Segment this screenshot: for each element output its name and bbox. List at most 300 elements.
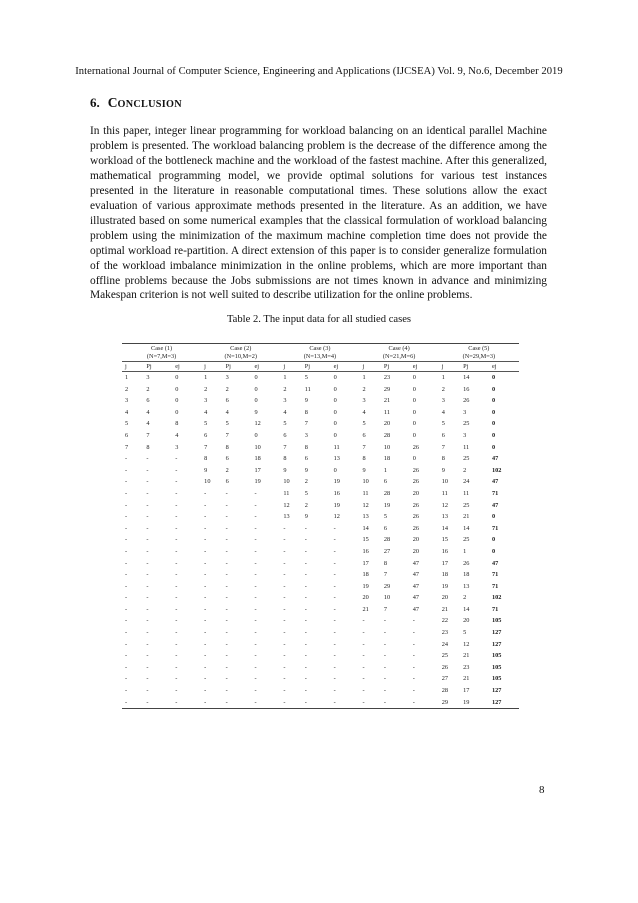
table-row [122,418,519,430]
column-header: Pj [225,363,231,370]
table-cell: 21 [362,605,369,613]
table-cell: - [412,652,415,660]
section-heading [90,95,182,111]
table-cell: - [283,687,286,695]
table-cell: 14 [463,524,470,532]
table-cell: - [412,698,415,706]
table-cell: 20 [362,594,369,602]
table-cell: - [125,513,128,521]
table-row [122,569,519,581]
table-cell: 71 [491,524,499,532]
column-header-row [122,362,519,372]
table-cell: - [204,640,207,648]
table-cell: 5 [125,420,129,428]
table-cell: - [175,466,178,474]
table-cell: 3 [441,397,445,405]
table-cell: - [175,663,178,671]
table-cell: 1 [283,374,287,381]
table-cell: 3 [304,431,308,439]
table-cell: - [146,489,149,497]
table-row [122,465,519,477]
table-cell: - [412,617,415,625]
table-cell: 6 [304,455,308,463]
table-cell: 17 [441,559,448,567]
table-cell: 6 [225,397,229,405]
table-row [122,500,519,512]
table-cell: 0 [175,397,179,405]
table-cell: 5 [441,420,445,428]
table-cell: 105 [491,652,502,660]
table-cell: 0 [254,385,258,393]
table-cell: 23 [383,374,391,381]
table-cell: - [175,455,178,463]
table-cell: 20 [412,547,420,555]
table-cell: 28 [383,536,391,544]
table-cell: 4 [362,408,366,416]
table-row [122,662,519,674]
table-row [122,442,519,454]
table-cell: 14 [463,374,470,381]
table-cell: - [204,559,207,567]
table-cell: 1 [383,466,388,474]
table-cell: - [333,698,336,706]
table-cell: 13 [362,513,369,521]
table-cell: - [125,605,128,613]
table-cell: - [333,652,336,660]
table-cell: 12 [463,640,470,648]
table-cell: - [125,489,128,497]
table-cell: 7 [441,443,445,451]
table-cell: - [225,571,228,579]
table-cell: - [254,698,257,706]
table-cell: 13 [441,513,448,521]
table-cell: 4 [175,431,179,439]
table-cell: - [175,617,178,625]
table-cell: 8 [225,443,229,451]
table-cell: - [225,582,228,590]
table-cell: 7 [383,571,388,579]
table-cell: 4 [204,408,208,416]
table-cell: - [383,687,387,695]
table-cell: - [283,594,286,602]
column-header: j [204,363,206,370]
table-cell: - [146,652,149,660]
table-cell: - [254,559,257,567]
table-cell: 14 [441,524,448,532]
table-cell: 9 [362,466,366,474]
table-cell: - [254,617,257,625]
table-cell: 12 [441,501,448,509]
table-cell: 16 [441,547,448,555]
table-cell: - [333,687,336,695]
table-row [122,534,519,546]
table-cell: 6 [441,431,445,439]
table-cell: - [175,698,178,706]
table-cell: - [254,501,257,509]
table-cell: 23 [463,663,470,671]
table-cell: 8 [175,420,179,428]
table-cell: - [125,617,128,625]
table-cell: - [304,617,307,625]
table-cell: 2 [204,385,208,393]
table-row [122,476,519,488]
table-cell: 127 [491,629,502,637]
table-cell: - [175,582,178,590]
table-cell: - [254,489,257,497]
table-cell: - [146,687,149,695]
case-name-4: Case (4) [388,344,410,352]
table-cell: - [254,513,257,521]
table-cell: - [254,640,257,648]
table-cell: - [254,629,257,637]
table-cell: 5 [283,420,287,428]
table-cell: - [125,652,128,660]
table-cell: 26 [412,466,420,474]
table-cell: - [175,524,178,532]
table-cell: 2 [146,385,150,393]
table-cell: 4 [225,408,229,416]
table-cell: - [304,559,307,567]
table-cell: 47 [412,571,420,579]
table-row [122,488,519,500]
table-cell: 3 [175,443,179,451]
table-cell: 11 [333,443,340,451]
table-cell: 19 [333,501,340,509]
table-cell: 20 [412,536,420,544]
table-cell: - [412,687,415,695]
table-cell: 13 [463,582,470,590]
table-cell: 6 [383,478,388,486]
table-cell: 5 [463,629,467,637]
table-cell: - [254,652,257,660]
table-cell: - [125,571,128,579]
table-cell: 7 [125,443,129,451]
table-row [122,627,519,639]
table-cell: - [333,536,336,544]
table-cell: - [412,675,415,683]
table-cell: 8 [146,443,150,451]
table-cell: 25 [463,536,470,544]
table-cell: - [304,536,307,544]
table-cell: 12 [283,501,290,509]
table-cell: 6 [283,431,287,439]
table-cell: - [225,663,228,671]
table-cell: 47 [412,582,420,590]
table-cell: - [146,582,149,590]
table-cell: - [333,629,336,637]
table-cell: 13 [333,455,340,463]
table-cell: - [333,582,336,590]
table-row [122,558,519,570]
table-cell: 3 [125,397,129,405]
table-cell: - [304,547,307,555]
table-cell: 6 [125,431,129,439]
table-cell: - [125,455,128,463]
table-cell: 6 [225,455,229,463]
case-name-1: Case (1) [151,344,173,352]
table-cell: 127 [491,698,502,706]
table-cell: 19 [463,698,470,706]
table-cell: 17 [463,687,470,695]
table-cell: - [362,629,365,637]
table-cell: 71 [491,489,499,497]
table-cell: 47 [412,605,420,613]
table-cell: 9 [304,513,308,521]
table-cell: 21 [463,513,470,521]
table-cell: 18 [362,571,369,579]
table-cell: - [146,478,149,486]
table-cell: 12 [254,420,261,428]
table-cell: 25 [463,501,470,509]
table-cell: - [175,675,178,683]
table-cell: - [304,594,307,602]
table-cell: 8 [304,408,308,416]
table-cell: 1 [362,374,366,381]
table-cell: 0 [491,431,496,439]
table-cell: - [362,675,365,683]
table-row [122,384,519,396]
table-cell: 0 [412,385,416,393]
table-cell: 47 [491,478,499,486]
table-cell: - [283,559,286,567]
table-cell: - [125,663,128,671]
table-cell: 18 [441,571,448,579]
table-cell: 47 [491,559,499,567]
table-cell: 19 [333,478,340,486]
table-cell: 19 [254,478,261,486]
table-cell: - [146,466,149,474]
table-cell: - [225,605,228,613]
table-cell: - [204,605,207,613]
table-cell: 0 [491,513,496,521]
table-cell: - [304,582,307,590]
table-cell: - [225,501,228,509]
table-cell: 9 [441,466,445,474]
table-cell: 0 [333,397,337,405]
table-cell: 3 [146,374,150,381]
table-cell: 7 [225,431,229,439]
table-cell: - [146,455,149,463]
table-cell: - [146,605,149,613]
table-cell: 71 [491,571,499,579]
table-cell: 0 [491,547,496,555]
table-cell: 10 [383,594,391,602]
table-cell: 28 [383,431,391,439]
table-cell: 6 [146,397,150,405]
table-cell: 25 [441,652,448,660]
table-cell: - [125,687,128,695]
table-cell: 20 [412,489,420,497]
table-cell: - [146,698,149,706]
table-row [122,372,519,384]
table-cell: - [125,524,128,532]
input-data-table [122,343,519,709]
table-cell: 0 [254,431,258,439]
table-cell: 28 [383,489,391,497]
table-cell: 19 [362,582,369,590]
table-cell: 16 [463,385,470,393]
table-cell: 27 [441,675,448,683]
table-cell: 0 [254,397,258,405]
table-cell: - [125,675,128,683]
table-cell: 3 [204,397,208,405]
table-cell: - [333,675,336,683]
table-cell: 47 [412,594,420,602]
table-cell: 9 [283,466,287,474]
column-header: ej [254,363,259,370]
table-cell: 5 [362,420,366,428]
case-params-1: (N=7,M=3) [146,353,177,360]
table-cell: - [254,547,257,555]
table-cell: - [175,559,178,567]
table-cell: 26 [441,663,448,671]
table-cell: 18 [383,455,391,463]
table-cell: - [225,547,228,555]
table-cell: - [383,698,387,706]
table-cell: - [254,571,257,579]
column-header: ej [175,363,180,370]
table-cell: 71 [491,582,499,590]
table-cell: - [146,675,149,683]
table-cell: - [304,675,307,683]
table-cell: - [225,536,228,544]
table-cell: 21 [383,397,391,405]
table-cell: - [204,501,207,509]
table-cell: 1 [204,374,208,381]
table-cell: - [125,536,128,544]
table-cell: 1 [125,374,129,381]
table-cell: 105 [491,675,502,683]
table-cell: 21 [441,605,448,613]
table-cell: - [254,524,257,532]
table-cell: 0 [412,431,416,439]
table-cell: 4 [125,408,129,416]
table-cell: 0 [491,374,496,381]
table-row [122,697,519,709]
table-cell: 19 [383,501,391,509]
table-cell: 6 [204,431,208,439]
table-cell: - [333,524,336,532]
case-params-4: (N=21,M=6) [382,353,416,360]
table-cell: 2 [225,466,229,474]
table-cell: - [283,547,286,555]
table-row [122,453,519,465]
table-cell: 2 [304,501,308,509]
table-row [122,615,519,627]
table-cell: 7 [383,605,388,613]
table-cell: - [204,571,207,579]
table-body [122,372,519,709]
table-caption: Table 2. The input data for all studied cases [226,314,412,325]
table-cell: - [362,640,365,648]
table-cell: - [412,640,415,648]
case-params-2: (N=10,M=2) [224,353,257,360]
table-cell: - [383,663,387,671]
table-cell: - [383,629,387,637]
table-cell: 29 [383,385,391,393]
table-cell: 10 [204,478,211,486]
table-cell: - [283,675,286,683]
table-cell: - [412,629,415,637]
table-cell: 11 [304,385,311,393]
table-cell: - [254,663,257,671]
table-cell: 9 [254,408,258,416]
table-cell: 102 [491,594,502,602]
table-cell: 3 [362,397,366,405]
table-cell: - [254,675,257,683]
table-cell: - [383,652,387,660]
table-cell: 20 [463,617,470,625]
table-cell: 0 [491,397,496,405]
table-cell: - [204,663,207,671]
table-cell: 2 [125,385,129,393]
table-cell: 6 [225,478,229,486]
table-cell: 2 [463,466,467,474]
table-cell: 29 [383,582,391,590]
table-cell: - [254,582,257,590]
table-cell: - [283,617,286,625]
table-cell: 47 [412,559,420,567]
table-cell: - [204,582,207,590]
table-cell: 0 [412,374,416,381]
table-cell: 0 [333,431,337,439]
table-cell: 8 [204,455,208,463]
table-cell: - [283,536,286,544]
table-cell: 5 [304,374,308,381]
table-cell: 7 [146,431,150,439]
table-cell: - [304,652,307,660]
table-cell: 0 [333,466,337,474]
table-cell: 10 [441,478,448,486]
table-row [122,430,519,442]
table-cell: - [362,617,365,625]
table-cell: - [175,489,178,497]
table-cell: 0 [412,397,416,405]
table-cell: 24 [441,640,448,648]
column-header: j [125,363,127,370]
table-cell: 15 [441,536,448,544]
table-cell: 4 [283,408,287,416]
table-cell: - [146,640,149,648]
table-cell: - [225,617,228,625]
table-row [122,546,519,558]
table-cell: 0 [254,374,258,381]
table-cell: - [175,605,178,613]
table-cell: - [225,698,228,706]
table-cell: - [225,594,228,602]
running-header: International Journal of Computer Science, Engineering and Applications (IJCSEA) Vol. 9, No.6, December 2019 [75,66,563,77]
table-cell: 26 [412,443,420,451]
table-cell: 7 [204,443,208,451]
table-cell: - [204,594,207,602]
table-cell: 7 [304,420,308,428]
table-cell: - [125,698,128,706]
table-cell: 102 [491,466,502,474]
table-cell: 105 [491,663,502,671]
table-cell: - [283,640,286,648]
table-cell: 14 [362,524,369,532]
table-cell: - [283,524,286,532]
table-cell: - [146,629,149,637]
table-cell: 12 [362,501,369,509]
table-cell: - [125,640,128,648]
table-cell: - [146,663,149,671]
table-cell: 11 [463,489,470,497]
case-param-row [122,353,519,362]
table-cell: 0 [175,385,179,393]
table-cell: - [175,629,178,637]
table-cell: 5 [304,489,308,497]
